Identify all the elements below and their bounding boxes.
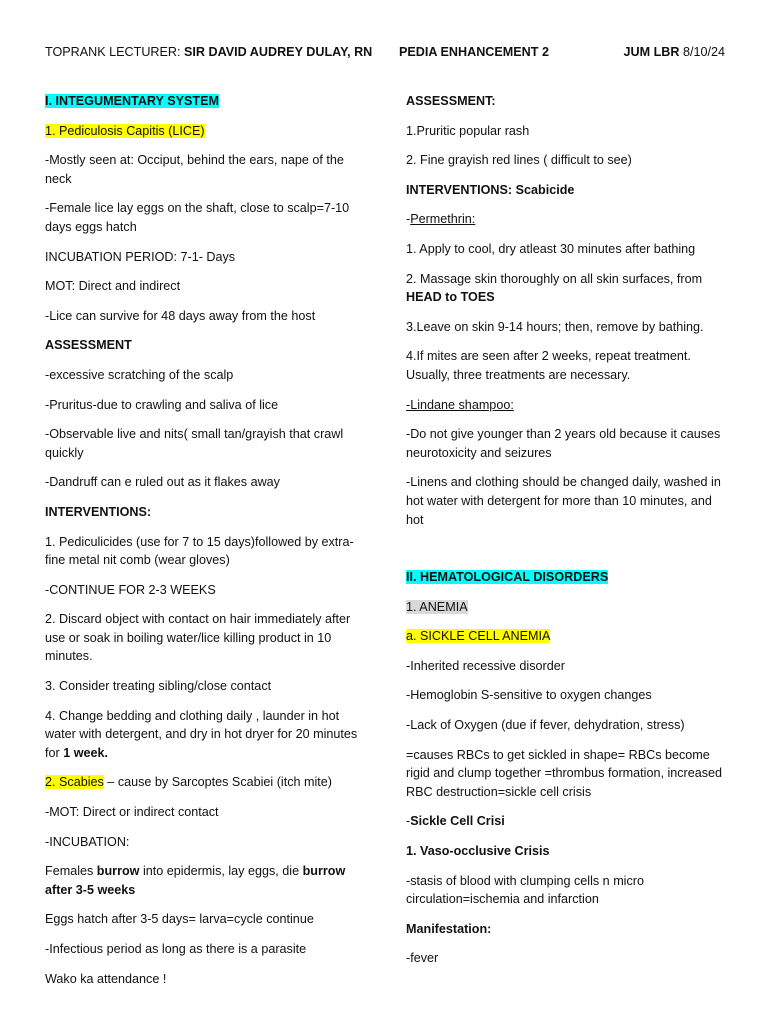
lecturer-name: SIR DAVID AUDREY DULAY, RN xyxy=(184,45,373,59)
note-line: -Female lice lay eggs on the shaft, close to scalp=7-10 days eggs hatch xyxy=(45,201,350,234)
spacer xyxy=(406,540,728,568)
note-emphasis: burrow after 3-5 weeks xyxy=(45,864,346,897)
right-column xyxy=(406,92,728,979)
note-text: - xyxy=(406,814,411,829)
lecturer-prefix: TOPRANK LECTURER: xyxy=(45,45,185,59)
page-header xyxy=(45,45,725,63)
note-line: 1.Pruritic popular rash xyxy=(406,123,530,138)
date: 8/10/24 xyxy=(679,45,725,59)
note-line: -Inherited recessive disorder xyxy=(406,658,565,673)
note-line: -Lack of Oxygen (due if fever, dehydration, stress) xyxy=(406,718,685,733)
note-line: Eggs hatch after 3-5 days= larva=cycle continue xyxy=(45,912,314,927)
section-heading xyxy=(406,568,728,587)
note-line: -Dandruff can e ruled out as it flakes away xyxy=(45,475,280,490)
note-line: -fever xyxy=(406,951,439,966)
note-emphasis: Sickle Cell Crisi xyxy=(410,814,505,829)
note-line: -Infectious period as long as there is a parasite xyxy=(45,942,307,956)
section-heading xyxy=(45,92,367,111)
note-line: -Hemoglobin S-sensitive to oxygen changes xyxy=(406,688,652,703)
author: JUM LBR xyxy=(623,45,680,59)
author-date xyxy=(623,45,725,59)
subheading-manifestation: Manifestation: xyxy=(406,921,492,936)
note-line: 1. Pediculicides (use for 7 to 15 days)followed by extra-fine metal nit comb (wear gloves) xyxy=(45,534,354,568)
note-text: – cause by Sarcoptes Scabiei (itch mite) xyxy=(103,775,333,790)
note-line xyxy=(45,707,367,763)
note-emphasis: HEAD to TOES xyxy=(406,290,495,305)
note-emphasis: 1 week. xyxy=(63,745,109,760)
note-line: -MOT: Direct or indirect contact xyxy=(45,805,219,820)
note-line: 3.Leave on skin 9-14 hours; then, remove by bathing. xyxy=(406,319,704,334)
note-line: -Pruritus-due to crawling and saliva of lice xyxy=(45,397,279,412)
note-line: -Lice can survive for 48 days away from the host xyxy=(45,308,316,323)
subheading-interventions: INTERVENTIONS: Scabicide xyxy=(406,182,575,197)
note-text: Females xyxy=(45,864,97,879)
note-line: INCUBATION PERIOD: 7-1- Days xyxy=(45,249,236,264)
note-line xyxy=(406,270,728,307)
note-line: 4.If mites are seen after 2 weeks, repeat treatment. Usually, three treatments are necessary. xyxy=(406,349,691,382)
note-line: -Mostly seen at: Occiput, behind the ears, nape of the neck xyxy=(45,153,344,186)
note-text: 4. Change bedding and clothing daily , launder in hot water with detergent, and dry in hot dryer for 20 minutes for xyxy=(45,708,358,760)
note-line: -stasis of blood with clumping cells n micro circulation=ischemia and infarction xyxy=(406,873,644,907)
note-text: 2. Massage skin thoroughly on all skin surfaces, from xyxy=(406,271,703,286)
note-line: 2. Discard object with contact on hair immediately after use or soak in boiling water/lice killing product in 10 minutes. xyxy=(45,612,351,664)
note-line: -Do not give younger than 2 years old because it causes neurotoxicity and seizures xyxy=(406,427,721,460)
subheading-assessment: ASSESSMENT: xyxy=(406,94,496,108)
note-line: 1. Apply to cool, dry atleast 30 minutes after bathing xyxy=(406,241,696,256)
drug-lindane: -Lindane shampoo: xyxy=(406,397,514,412)
note-line: 3. Consider treating sibling/close contact xyxy=(45,679,272,694)
note-line: -Observable live and nits( small tan/grayish that crawl quickly xyxy=(45,427,344,460)
topic-anemia: 1. ANEMIA xyxy=(406,599,468,614)
drug-permethrin: Permethrin: xyxy=(410,212,476,227)
drug-heading xyxy=(406,210,728,229)
note-line: MOT: Direct and indirect xyxy=(45,279,181,294)
section-title-hematological: II. HEMATOLOGICAL DISORDERS xyxy=(406,570,609,585)
topic-lice: 1. Pediculosis Capitis (LICE) xyxy=(45,123,205,138)
lecturer-line xyxy=(45,45,372,59)
note-emphasis: burrow xyxy=(96,864,140,879)
topic-scabies: 2. Scabies xyxy=(45,775,104,790)
topic-sickle-cell: a. SICKLE CELL ANEMIA xyxy=(406,629,551,644)
subheading-assessment: ASSESSMENT xyxy=(45,338,132,353)
topic-heading xyxy=(406,598,728,617)
note-line: =causes RBCs to get sickled in shape= RBCs become rigid and clump together =thrombus formation, increased RBC destruction=sickle cell crisis xyxy=(406,747,723,799)
left-column xyxy=(45,92,367,999)
subheading-interventions: INTERVENTIONS: xyxy=(45,504,152,519)
note-line: -excessive scratching of the scalp xyxy=(45,367,234,382)
note-line: -CONTINUE FOR 2-3 WEEKS xyxy=(45,582,216,597)
section-title-integumentary: I. INTEGUMENTARY SYSTEM xyxy=(45,94,219,108)
note-line: 2. Fine grayish red lines ( difficult to see) xyxy=(406,153,632,168)
course-title: PEDIA ENHANCEMENT 2 xyxy=(399,45,549,59)
topic-heading xyxy=(45,773,367,792)
note-line xyxy=(45,862,367,899)
note-text: into epidermis, lay eggs, die xyxy=(139,864,303,879)
subheading-vaso: 1. Vaso-occlusive Crisis xyxy=(406,844,550,859)
note-line: -INCUBATION: xyxy=(45,834,130,849)
note-text: - xyxy=(406,212,411,227)
note-line xyxy=(406,812,728,831)
note-line: -Linens and clothing should be changed daily, washed in hot water with detergent for more than 10 minutes, and hot xyxy=(406,475,721,527)
topic-heading xyxy=(45,122,367,141)
topic-heading xyxy=(406,627,728,646)
note-line: Wako ka attendance ! xyxy=(45,971,167,986)
